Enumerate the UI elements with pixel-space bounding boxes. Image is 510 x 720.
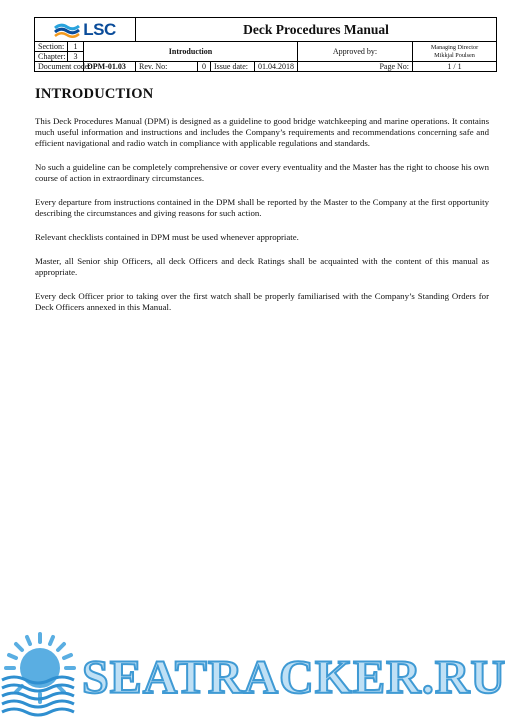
watermark-text: SEATRACKER.RU [82,651,507,704]
logo-text: LSC [83,20,116,39]
issue-date-label: Issue date: [211,62,255,72]
paragraph: Every departure from instructions contained in the DPM shall be reported by the Master to the Company at the first opportunity describing the circumstances and giving reasons for such action. [35,197,489,219]
chapter-value: 3 [68,52,84,62]
revision-label: Rev. No: [136,62,198,72]
document-header [34,17,497,72]
chapter-label: Chapter: [35,52,68,62]
section-heading: INTRODUCTION [35,86,154,102]
paragraph: This Deck Procedures Manual (DPM) is designed as a guideline to good bridge watchkeeping and marine operations. It contains much useful information and instructions and includes the Company’s requirements and recommendations concerning safe and efficient navigational and radio watch in compliance with applicable regulations and standards. [35,116,489,149]
approved-by-label: Approved by: [298,42,413,62]
chapter-title: Introduction [84,42,298,62]
paragraph: No such a guideline can be completely comprehensive or cover every eventuality and the Master has the right to choose his own course of action in extraordinary circumstances. [35,162,489,184]
page-number-value: 1 / 1 [413,62,497,72]
company-logo [54,22,116,38]
wave-logo-icon [54,22,80,38]
company-logo-cell [35,18,136,42]
document-body [35,86,489,325]
manual-title: Deck Procedures Manual [136,18,497,42]
issue-date-value: 01.04.2018 [255,62,298,72]
approver-role: Managing Director [430,43,479,51]
paragraph: Every deck Officer prior to taking over the first watch shall be properly familiarised with the Company’s Standing Orders for Deck Officers annexed in this Manual. [35,290,489,312]
paragraph: Master, all Senior ship Officers, all deck Officers and deck Ratings shall be acquainted with the content of this manual as appropriate. [35,255,489,277]
document-code-label: Document code: [35,62,84,72]
section-value: 1 [68,42,84,52]
section-label: Section: [35,42,68,52]
paragraph: Relevant checklists contained in DPM must be used whenever appropriate. [35,231,299,242]
document-code-value: DPM-01.03 [84,62,136,72]
revision-value: 0 [198,62,211,72]
approver [413,42,497,62]
page-number-label: Page No: [298,62,413,72]
approver-name: Mikkjal Poulsen [434,51,475,59]
